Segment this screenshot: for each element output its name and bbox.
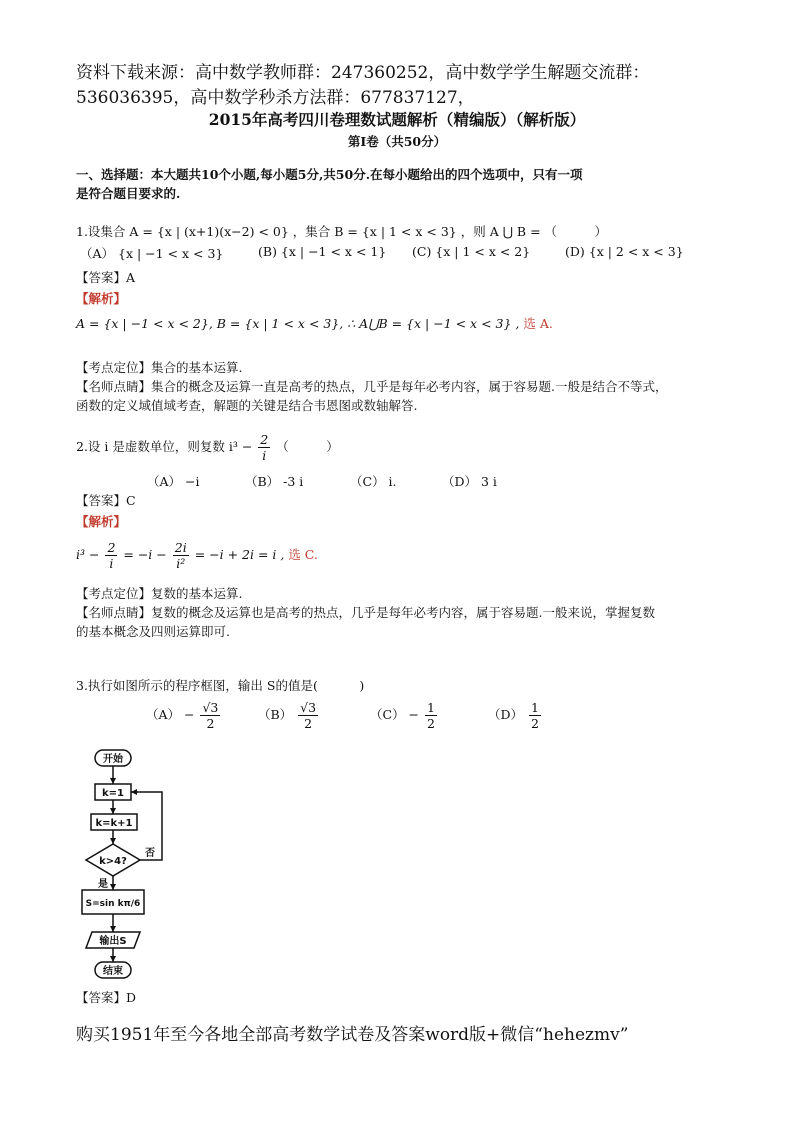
q3-option-a-num: √3: [202, 700, 219, 715]
q2-option-b: （B） -3 i: [245, 474, 304, 489]
q3-option-b: [258, 700, 320, 731]
header-line-1: 资料下载来源：高中数学教师群：247360252，高中数学学生解题交流群：: [76, 63, 650, 83]
q2-analysis-pre: i³ −: [76, 547, 100, 562]
q1-stem: 1.设集合 A = {x | (x+1)(x−2) < 0} ，集合 B = {x | 1 < x < 3} ，则 A ⋃ B = （ ）: [76, 224, 608, 239]
q1-analysis-math: A = {x | −1 < x < 2}, B = {x | 1 < x < 3}, ∴ A⋃B = {x | −1 < x < 3} ,: [76, 316, 520, 331]
q1-kaodian: 【考点定位】集合的基本运算.: [76, 360, 243, 375]
q1-analysis-pick: 选 A.: [523, 316, 553, 331]
q2-stem-post: （ ）: [276, 439, 339, 454]
q3-option-a-label: （A） −: [146, 707, 195, 722]
q3-option-a-den: 2: [206, 716, 215, 731]
q1-analysis: [76, 314, 553, 332]
flow-output-label: 输出S: [99, 936, 127, 947]
q3-option-a-frac: [200, 700, 220, 731]
q1-dianjing-line-1: 【名师点睛】集合的概念及运算一直是高考的热点，几乎是每年必考内容，属于容易题.一般是结合不等式，: [76, 379, 668, 394]
flow-no-label: 否: [145, 848, 155, 859]
page-title: 2015年高考四川卷理数试题解析（精编版）（解析版）: [208, 110, 586, 129]
q3-option-c-label: （C） −: [370, 707, 420, 722]
q1-option-a: （A） {x | −1 < x < 3}: [80, 246, 224, 261]
q2-analysis-pick: 选 C.: [288, 547, 318, 562]
q3-option-d-num: 1: [531, 700, 539, 715]
section-heading-line-2: 是符合题目要求的.: [76, 186, 181, 201]
q2-analysis-post: = −i + 2i = i ,: [194, 547, 285, 562]
q2-analysis: [76, 540, 318, 571]
q3-option-c-num: 1: [427, 700, 435, 715]
q3-option-d-den: 2: [531, 716, 539, 731]
q3-option-c-frac: [425, 700, 437, 731]
q2-option-c: （C） i.: [350, 474, 397, 489]
q2-analysis-frac-2: [173, 540, 189, 571]
q2-analysis-frac-1-num: 2: [107, 540, 116, 555]
q2-stem-frac-den: i: [262, 448, 267, 463]
flow-init-label: k=1: [102, 788, 124, 799]
q1-option-d: (D) {x | 2 < x < 3}: [565, 244, 684, 259]
flow-end-label: 结束: [103, 966, 123, 977]
q3-option-b-num: √3: [300, 700, 317, 715]
q2-analysis-frac-2-num: 2i: [174, 540, 187, 555]
q2-dianjing-line-1: 【名师点睛】复数的概念及运算也是高考的热点，几乎是每年必考内容，属于容易题.一般来说，掌握复数: [76, 605, 655, 620]
flow-yes-label: 是: [98, 879, 108, 890]
q3-option-d: [488, 700, 543, 731]
q2-analysis-frac-1-den: i: [109, 556, 114, 571]
q1-dianjing-line-2: 函数的定义域值域考查，解题的关键是结合韦恩图或数轴解答.: [76, 398, 418, 413]
q2-answer: 【答案】C: [76, 493, 136, 508]
flow-start-label: 开始: [103, 754, 123, 765]
q2-analysis-frac-1: [105, 540, 117, 571]
q1-option-b: (B) {x | −1 < x < 1}: [258, 244, 387, 259]
q2-kaodian: 【考点定位】复数的基本运算.: [76, 586, 243, 601]
q1-analysis-label: 【解析】: [76, 291, 127, 306]
q3-option-b-frac: [298, 700, 318, 731]
flow-assign-label: S=sin kπ/6: [85, 899, 141, 909]
q3-option-a: [146, 700, 222, 731]
q3-answer: 【答案】D: [76, 990, 137, 1005]
q3-option-d-label: （D）: [488, 707, 524, 722]
q3-option-d-frac: [529, 700, 541, 731]
flow-inc-label: k=k+1: [95, 818, 133, 829]
flow-cond-label: k>4?: [99, 856, 127, 867]
footer-ad: 购买1951年至今各地全部高考数学试卷及答案word版+微信“hehezmv”: [76, 1025, 629, 1045]
q2-analysis-label: 【解析】: [76, 514, 127, 529]
q2-option-d: （D） 3 i: [442, 474, 497, 489]
q2-stem-fraction: [258, 432, 270, 463]
q2-stem-frac-num: 2: [260, 432, 269, 447]
q2-stem: [76, 432, 339, 463]
q2-analysis-frac-2-den: i²: [176, 556, 186, 571]
q3-option-c-den: 2: [427, 716, 435, 731]
q1-answer: 【答案】A: [76, 270, 136, 285]
header-line-2: 536036395，高中数学秒杀方法群：677837127，: [76, 88, 475, 108]
q3-option-b-label: （B）: [258, 707, 293, 722]
q3-option-b-den: 2: [304, 716, 313, 731]
q1-option-c: (C) {x | 1 < x < 2}: [412, 244, 531, 259]
q3-option-c: [370, 700, 439, 731]
q2-option-a: （A） −i: [147, 474, 200, 489]
q2-dianjing-line-2: 的基本概念及四则运算即可.: [76, 624, 230, 639]
q3-stem: 3.执行如图所示的程序框图，输出 S的值是( ): [76, 678, 365, 693]
q3-flowchart: [76, 748, 176, 984]
section-heading-line-1: 一、选择题：本大题共10个小题,每小题5分,共50分.在每小题给出的四个选项中，只有一项: [76, 167, 583, 182]
q2-analysis-mid: = −i −: [123, 547, 167, 562]
q2-stem-pre: 2.设 i 是虚数单位，则复数 i³ −: [76, 439, 253, 454]
volume-heading: 第Ⅰ卷（共50分）: [347, 134, 447, 149]
